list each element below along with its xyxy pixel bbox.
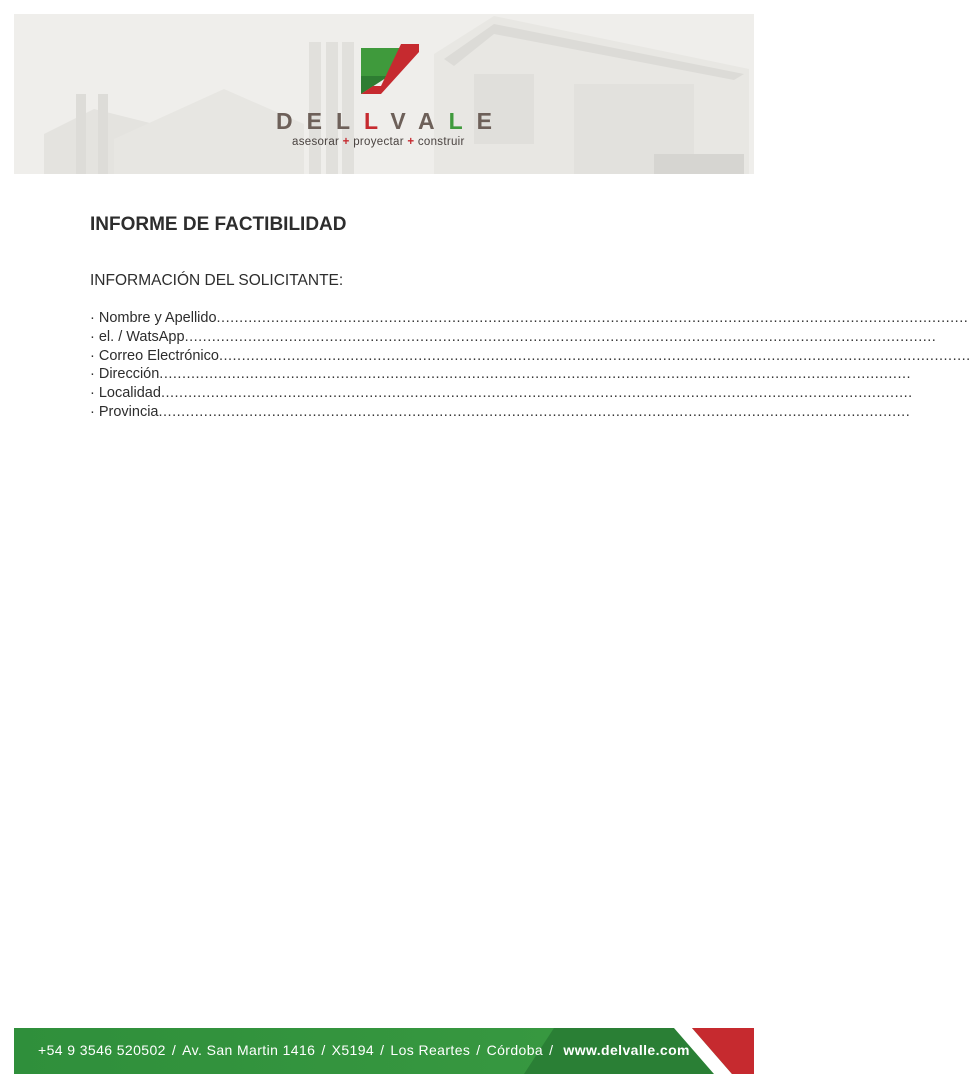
footer-separator: / <box>380 1042 385 1058</box>
brand-name-prefix: DEL <box>276 108 364 134</box>
header-banner <box>14 14 754 174</box>
field-provincia[interactable] <box>90 403 911 423</box>
plus-icon: + <box>342 136 350 148</box>
footer-town: Los Reartes <box>390 1042 471 1058</box>
field-direccion[interactable] <box>90 366 912 385</box>
fill-line: ...................................................................................................................................................................... <box>216 310 969 326</box>
tagline-asesorar: asesorar <box>292 136 340 148</box>
field-label: · el. / WatsApp <box>90 328 185 345</box>
footer-separator: / <box>321 1042 326 1058</box>
tagline-construir: construir <box>417 136 465 148</box>
brand-name-l2: L <box>448 108 477 134</box>
delvalle-logo <box>14 14 754 174</box>
footer-separator: / <box>476 1042 481 1058</box>
field-localidad[interactable] <box>90 385 913 404</box>
brand-name-e: E <box>476 108 507 134</box>
field-label: · Correo Electrónico <box>90 347 219 364</box>
document-title: INFORME DE FACTIBILIDAD <box>90 214 347 235</box>
fill-line: ...................................................................................................................................................................... <box>218 347 971 364</box>
field-nombre-apellido[interactable] <box>90 310 969 329</box>
brand-name-a: A <box>417 108 449 134</box>
fill-line: ...................................................................................................................................................................... <box>158 403 911 420</box>
footer-separator: / <box>171 1042 177 1058</box>
plus-icon: + <box>407 136 415 148</box>
fill-line: ...................................................................................................................................................................... <box>160 385 913 402</box>
brand-name-v: V <box>390 108 418 134</box>
footer-separator: / <box>549 1042 554 1058</box>
footer-postal-code: X5194 <box>331 1042 375 1058</box>
footer-bar <box>14 1028 754 1074</box>
footer-website-link[interactable]: www.delvalle.com <box>563 1042 690 1058</box>
field-label: · Dirección <box>90 366 160 383</box>
field-correo[interactable] <box>90 347 971 367</box>
footer-contact <box>38 1042 690 1058</box>
field-label: · Localidad <box>90 385 161 402</box>
brand-name-l1: L <box>364 108 391 134</box>
tagline-proyectar: proyectar <box>353 136 404 148</box>
fill-line: ...................................................................................................................................................................... <box>159 366 912 383</box>
applicant-field-list <box>90 310 971 423</box>
footer-phone[interactable]: +54 9 3546 520502 <box>38 1042 166 1058</box>
footer-address: Av. San Martin 1416 <box>182 1042 316 1058</box>
footer-province: Córdoba <box>486 1042 544 1058</box>
logo-mark-icon <box>359 42 421 100</box>
field-label: · Nombre y Apellido <box>90 310 217 326</box>
brand-name <box>276 108 506 135</box>
field-label: · Provincia <box>90 403 159 420</box>
field-whatsapp[interactable] <box>90 328 937 348</box>
tagline <box>292 136 512 148</box>
fill-line: ...................................................................................................................................................................... <box>184 328 937 345</box>
section-heading: INFORMACIÓN DEL SOLICITANTE: <box>90 272 344 289</box>
